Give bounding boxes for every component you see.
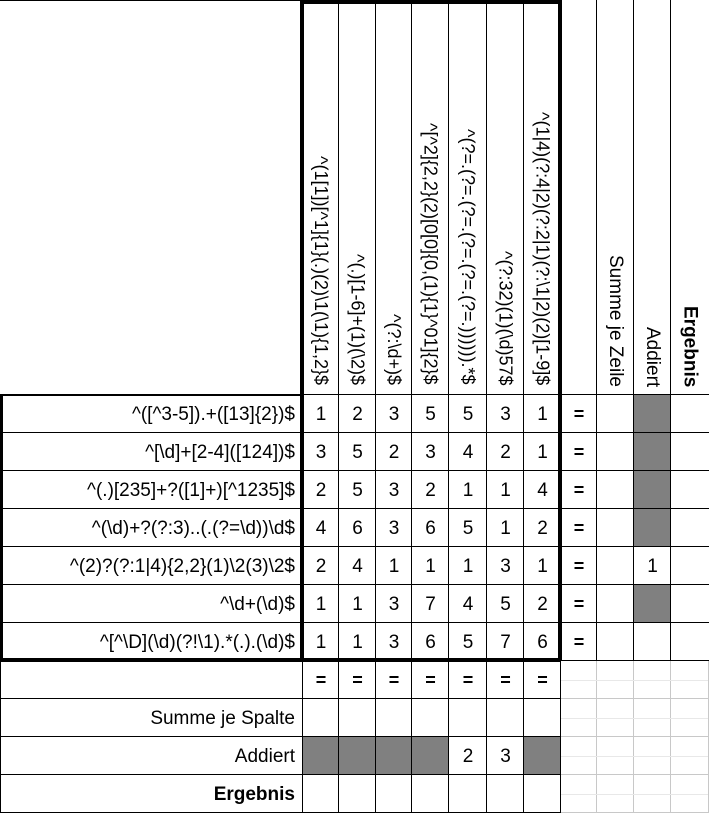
column-pattern-text: ^(.)[1-6]+(1)(\2)$: [347, 254, 368, 385]
grid-line: [0, 584, 709, 585]
row-equals-sign: =: [573, 632, 585, 652]
row-ergebnis-cell[interactable]: [671, 585, 709, 623]
row-ergebnis-cell[interactable]: [671, 623, 709, 661]
row-addiert-cell[interactable]: 1: [647, 555, 658, 577]
row-summe-cell[interactable]: [597, 433, 634, 471]
grid-cell[interactable]: 5: [425, 403, 436, 425]
grid-line: [633, 0, 634, 661]
thick-border: [0, 658, 561, 662]
col-ergebnis-cell[interactable]: [339, 775, 376, 813]
grid-cell[interactable]: 3: [388, 517, 400, 539]
row-addiert-cell[interactable]: [634, 433, 671, 471]
bottom-label-summe-je-spalte: Summe je Spalte: [150, 707, 295, 729]
thick-border: [300, 0, 304, 661]
col-equals-sign: =: [352, 670, 363, 690]
row-summe-cell[interactable]: [597, 395, 634, 433]
grid-cell[interactable]: 4: [315, 517, 327, 539]
grid-line: [375, 0, 376, 813]
grid-cell[interactable]: 3: [315, 441, 327, 463]
col-summe-cell[interactable]: [412, 699, 449, 737]
col-equals-sign: =: [425, 670, 436, 690]
grid-cell[interactable]: 1: [462, 479, 474, 501]
grid-cell[interactable]: 2: [352, 403, 363, 425]
row-addiert-cell[interactable]: [634, 395, 671, 433]
thick-border: [0, 395, 3, 661]
grid-line: [523, 0, 524, 813]
grid-cell[interactable]: 2: [388, 441, 400, 463]
row-summe-cell[interactable]: [597, 547, 634, 585]
row-pattern-2: ^[\d]+[2-4]([124])$: [145, 441, 295, 463]
grid-cell[interactable]: 2: [425, 479, 436, 501]
column-pattern-text: ^(1|4)(?:4|2)(?:2|1)(?:\1|2)(2)[1-9]$: [532, 111, 553, 385]
grid-cell[interactable]: 3: [388, 403, 400, 425]
grid-cell[interactable]: 2: [537, 593, 548, 615]
col-addiert-cell[interactable]: [339, 737, 376, 775]
grid-cell[interactable]: 7: [425, 593, 436, 615]
grid-cell[interactable]: 6: [425, 517, 436, 539]
grid-cell[interactable]: 5: [462, 517, 474, 539]
grid-cell[interactable]: 5: [352, 479, 363, 501]
row-summe-cell[interactable]: [597, 471, 634, 509]
grid-line-faint: [561, 736, 709, 737]
grid-cell[interactable]: 3: [500, 555, 511, 577]
grid-cell[interactable]: 1: [315, 631, 327, 653]
grid-cell[interactable]: 1: [315, 593, 327, 615]
grid-line: [0, 470, 709, 471]
bottom-label-ergebnis: Ergebnis: [213, 783, 295, 805]
row-equals-sign: =: [573, 480, 585, 500]
col-ergebnis-cell[interactable]: [376, 775, 412, 813]
grid-cell[interactable]: 5: [352, 441, 363, 463]
column-pattern-5: [449, 6, 487, 391]
side-header-addiert: [634, 0, 671, 395]
grid-cell[interactable]: 1: [537, 555, 548, 577]
grid-line-faint: [633, 661, 634, 813]
grid-line: [486, 0, 487, 813]
row-ergebnis-cell[interactable]: [671, 433, 709, 471]
col-addiert-cell[interactable]: [524, 737, 561, 775]
side-header-ergebnis: [671, 0, 709, 395]
row-equals-sign: =: [573, 442, 585, 462]
col-addiert-cell[interactable]: [376, 737, 412, 775]
row-addiert-cell[interactable]: [634, 471, 671, 509]
row-ergebnis-cell[interactable]: [671, 509, 709, 547]
col-ergebnis-cell[interactable]: [524, 775, 561, 813]
grid-cell[interactable]: 3: [388, 593, 400, 615]
grid-cell[interactable]: 1: [425, 555, 436, 577]
grid-line-faint: [561, 718, 709, 719]
grid-line: [596, 0, 597, 661]
grid-cell[interactable]: 3: [500, 403, 511, 425]
grid-line: [338, 0, 339, 813]
grid-cell[interactable]: 1: [537, 441, 548, 463]
column-pattern-1: [303, 6, 339, 391]
grid-cell[interactable]: 4: [352, 555, 363, 577]
col-addiert-cell[interactable]: 3: [500, 745, 511, 767]
grid-cell[interactable]: 7: [500, 631, 511, 653]
row-pattern-3: ^(.)[235]+?([1]+)[^1235]$: [87, 479, 295, 501]
grid-line: [0, 508, 709, 509]
col-addiert-cell[interactable]: 2: [462, 745, 474, 767]
col-equals-sign: =: [315, 670, 327, 690]
grid-cell[interactable]: 6: [352, 517, 363, 539]
col-ergebnis-cell[interactable]: [303, 775, 339, 813]
column-pattern-3: [376, 6, 412, 391]
grid-cell[interactable]: 1: [315, 403, 327, 425]
col-ergebnis-cell[interactable]: [412, 775, 449, 813]
col-summe-cell[interactable]: [303, 699, 339, 737]
grid-line-faint: [561, 774, 709, 775]
grid-cell[interactable]: 1: [462, 555, 474, 577]
col-summe-cell[interactable]: [449, 699, 487, 737]
column-pattern-4: [412, 6, 449, 391]
row-equals-sign: =: [573, 556, 585, 576]
row-pattern-1: ^([^3-5]).+([13]{2})$: [131, 403, 295, 425]
grid-cell[interactable]: 6: [537, 631, 548, 653]
grid-line: [0, 698, 561, 699]
row-pattern-5: ^(2)?(?:1|4){2,2}(1)\2(3)\2$: [69, 555, 295, 577]
col-summe-cell[interactable]: [487, 699, 524, 737]
row-pattern-6: ^\d+(\d)$: [220, 593, 295, 615]
grid-cell[interactable]: 5: [462, 631, 474, 653]
grid-cell[interactable]: 5: [500, 593, 511, 615]
grid-cell[interactable]: 3: [388, 631, 400, 653]
grid-line-faint: [670, 661, 671, 813]
grid-line-faint: [561, 794, 709, 795]
grid-cell[interactable]: 3: [425, 441, 436, 463]
grid-line: [0, 432, 709, 433]
col-addiert-cell[interactable]: [303, 737, 339, 775]
column-pattern-2: [339, 6, 376, 391]
side-header-text: Ergebnis: [679, 305, 701, 387]
side-header-text: Summe je Zeile: [605, 255, 626, 387]
grid-cell[interactable]: 2: [315, 479, 327, 501]
grid-cell[interactable]: 3: [388, 479, 400, 501]
grid-line: [411, 0, 412, 813]
grid-cell[interactable]: 1: [537, 403, 548, 425]
col-summe-cell[interactable]: [376, 699, 412, 737]
row-addiert-cell[interactable]: [634, 585, 671, 623]
row-ergebnis-cell[interactable]: [671, 395, 709, 433]
side-header-summe-je-zeile: [597, 0, 634, 395]
bottom-label-addiert: Addiert: [234, 745, 295, 767]
column-pattern-text: ^(1[1])[^1]{1}(.)(2)\1(\1){1,2}$: [311, 155, 331, 385]
row-pattern-7: ^[^\D](\d)(?!\1).*(.).(\d)$: [99, 631, 295, 653]
grid-line-faint: [561, 756, 709, 757]
grid-line: [0, 774, 561, 775]
column-pattern-text: ^(?:32)(1)(\d)57$: [495, 250, 516, 385]
row-addiert-cell[interactable]: [634, 623, 671, 661]
side-header-text: Addiert: [642, 326, 663, 387]
col-ergebnis-cell[interactable]: [449, 775, 487, 813]
row-equals-sign: =: [573, 518, 585, 538]
grid-cell[interactable]: 1: [500, 479, 511, 501]
grid-cell[interactable]: 4: [462, 593, 474, 615]
row-equals-sign: =: [573, 594, 585, 614]
col-equals-sign: =: [537, 670, 548, 690]
grid-line: [0, 622, 709, 623]
grid-cell[interactable]: 1: [500, 517, 511, 539]
column-pattern-text: ^(?:\d+)$: [384, 314, 404, 385]
grid-cell[interactable]: 4: [537, 479, 548, 501]
column-pattern-7: [524, 6, 561, 391]
thick-border: [300, 0, 561, 4]
col-summe-cell[interactable]: [524, 699, 561, 737]
thick-border: [558, 0, 562, 661]
grid-cell[interactable]: 1: [388, 555, 400, 577]
grid-cell[interactable]: 2: [500, 441, 511, 463]
col-equals-sign: =: [388, 670, 400, 690]
column-pattern-text: ^(?=.(?=.(?=.(?=.(?=.(?=.)))))).*$: [458, 129, 478, 385]
grid-line-faint: [596, 661, 597, 813]
row-ergebnis-cell[interactable]: [671, 471, 709, 509]
grid-cell[interactable]: 1: [352, 631, 363, 653]
grid-line: [670, 0, 671, 661]
grid-cell[interactable]: 5: [462, 403, 474, 425]
row-ergebnis-cell[interactable]: [671, 547, 709, 585]
grid-cell[interactable]: 2: [315, 555, 327, 577]
grid-cell[interactable]: 6: [425, 631, 436, 653]
row-pattern-4: ^(\d)+?(?:3)..(.(?=\d))\d$: [91, 517, 295, 539]
row-equals-sign: =: [573, 404, 585, 424]
col-addiert-cell[interactable]: [412, 737, 449, 775]
row-addiert-cell[interactable]: [634, 509, 671, 547]
col-equals-sign: =: [462, 670, 474, 690]
column-pattern-6: [487, 6, 524, 391]
grid-line: [0, 736, 561, 737]
grid-cell[interactable]: 1: [352, 593, 363, 615]
grid-line: [448, 0, 449, 813]
grid-line: [0, 546, 709, 547]
grid-line-faint: [561, 680, 709, 681]
col-ergebnis-cell[interactable]: [487, 775, 524, 813]
thick-border: [0, 394, 303, 396]
row-summe-cell[interactable]: [597, 623, 634, 661]
grid-cell[interactable]: 4: [462, 441, 474, 463]
column-pattern-text: ^[^2]{2,2}(2)[0[0]{0,(1){1}^01]{2}$: [420, 123, 441, 385]
row-summe-cell[interactable]: [597, 509, 634, 547]
col-equals-sign: =: [500, 670, 511, 690]
row-summe-cell[interactable]: [597, 585, 634, 623]
grid-cell[interactable]: 2: [537, 517, 548, 539]
grid-line-faint: [561, 698, 709, 699]
col-summe-cell[interactable]: [339, 699, 376, 737]
